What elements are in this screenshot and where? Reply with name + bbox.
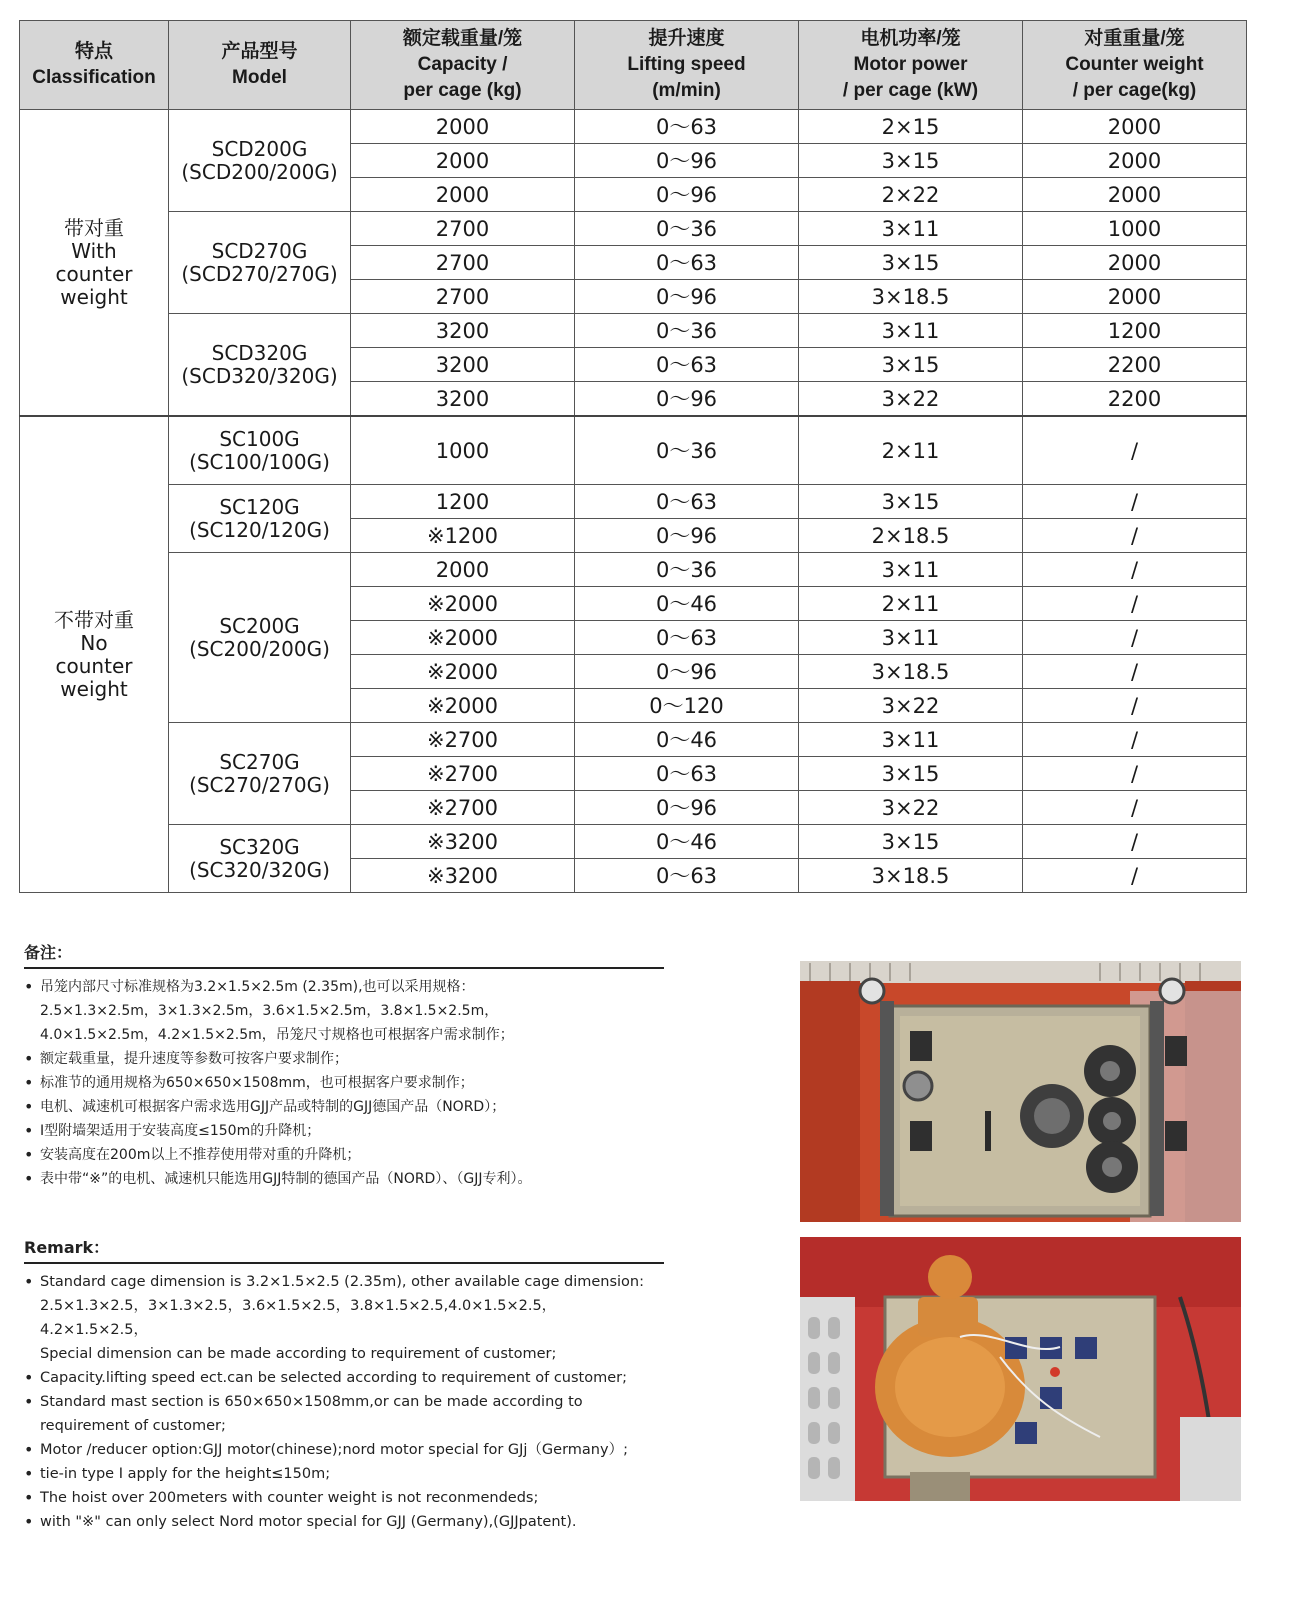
table-row bbox=[20, 110, 1247, 144]
text-line: SCD270G bbox=[211, 238, 308, 263]
text-line: counter bbox=[55, 261, 133, 286]
header-classification bbox=[20, 21, 169, 110]
model-cell bbox=[169, 314, 351, 417]
text-line: • I型附墙架适用于安装高度≤150m的升降机； bbox=[40, 1123, 321, 1139]
text-line: • The hoist over 200meters with counter weight is not reconmendeds; bbox=[40, 1490, 539, 1506]
table-row bbox=[20, 416, 1247, 485]
text-line: Model bbox=[232, 67, 287, 88]
capacity-cell: ※2000 bbox=[351, 655, 575, 689]
text-line: • Standard cage dimension is 3.2×1.5×2.5 (2.35m), other available cage dimension: bbox=[40, 1274, 644, 1290]
counter-weight-cell: 2000 bbox=[1023, 280, 1247, 314]
counter-weight-cell: / bbox=[1023, 757, 1247, 791]
text-line: / per cage(kg) bbox=[1072, 80, 1197, 101]
model-cell bbox=[169, 110, 351, 212]
safety-device-photo bbox=[800, 1237, 1241, 1501]
text-line: 提升速度 bbox=[648, 28, 725, 49]
spec-table bbox=[19, 20, 1247, 893]
speed-cell: 0～36 bbox=[575, 314, 799, 348]
motor-power-cell: 3×11 bbox=[799, 723, 1023, 757]
capacity-cell: 2000 bbox=[351, 178, 575, 212]
note-item bbox=[24, 1167, 664, 1191]
counter-weight-cell: / bbox=[1023, 621, 1247, 655]
text-line: • 吊笼内部尺寸标准规格为3.2×1.5×2.5m (2.35m),也可以采用规格： bbox=[40, 979, 475, 995]
counter-weight-cell: / bbox=[1023, 519, 1247, 553]
capacity-cell: 1000 bbox=[351, 416, 575, 485]
text-line: weight bbox=[60, 284, 128, 309]
motor-power-cell: 3×18.5 bbox=[799, 859, 1023, 893]
text-line: • 安装高度在200m以上不推荐使用带对重的升降机； bbox=[40, 1147, 361, 1163]
notes-english-list bbox=[24, 1270, 664, 1534]
counter-weight-cell: 2000 bbox=[1023, 144, 1247, 178]
speed-cell: 0～63 bbox=[575, 757, 799, 791]
classification-cell bbox=[20, 416, 169, 893]
capacity-cell: ※3200 bbox=[351, 825, 575, 859]
capacity-cell: 2700 bbox=[351, 280, 575, 314]
gearbox-photo bbox=[800, 961, 1241, 1222]
capacity-cell: 2700 bbox=[351, 212, 575, 246]
text-line: 电机功率/笼 bbox=[860, 28, 961, 49]
counter-weight-cell: / bbox=[1023, 689, 1247, 723]
capacity-cell: 3200 bbox=[351, 348, 575, 382]
note-item bbox=[24, 1270, 664, 1366]
model-cell bbox=[169, 553, 351, 723]
motor-power-cell: 3×22 bbox=[799, 791, 1023, 825]
notes-english-title: Remark： bbox=[24, 1235, 664, 1264]
text-line: (SC320/320G) bbox=[189, 857, 330, 882]
counter-weight-cell: 2200 bbox=[1023, 382, 1247, 417]
speed-cell: 0～96 bbox=[575, 791, 799, 825]
text-line: (m/min) bbox=[652, 80, 721, 101]
text-line: • with "※" can only select Nord motor special for GJJ (Germany),(GJJpatent). bbox=[40, 1514, 577, 1530]
text-line: • Motor /reducer option:GJJ motor(chinese);nord motor special for GJj（Germany）; bbox=[40, 1442, 628, 1458]
counter-weight-cell: 2000 bbox=[1023, 110, 1247, 144]
text-line: SC270G bbox=[219, 749, 300, 774]
note-item bbox=[24, 1095, 664, 1119]
text-line: weight bbox=[60, 676, 128, 701]
capacity-cell: ※2700 bbox=[351, 723, 575, 757]
table-row bbox=[20, 825, 1247, 859]
speed-cell: 0～46 bbox=[575, 587, 799, 621]
counter-weight-cell: / bbox=[1023, 859, 1247, 893]
table-row bbox=[20, 212, 1247, 246]
model-cell bbox=[169, 485, 351, 553]
header-counter-weight bbox=[1023, 21, 1247, 110]
text-line: 产品型号 bbox=[221, 41, 298, 62]
text-line: No bbox=[80, 630, 108, 655]
note-item bbox=[24, 1462, 664, 1486]
table-body bbox=[20, 110, 1247, 893]
note-item bbox=[24, 1143, 664, 1167]
counter-weight-cell: / bbox=[1023, 553, 1247, 587]
motor-power-cell: 2×11 bbox=[799, 416, 1023, 485]
capacity-cell: 1200 bbox=[351, 485, 575, 519]
note-item bbox=[24, 1510, 664, 1534]
motor-power-cell: 2×22 bbox=[799, 178, 1023, 212]
text-line: (SC120/120G) bbox=[189, 517, 330, 542]
text-line: SCD320G bbox=[211, 340, 308, 365]
speed-cell: 0～120 bbox=[575, 689, 799, 723]
motor-power-cell: 3×11 bbox=[799, 621, 1023, 655]
text-line: 带对重 bbox=[64, 215, 124, 240]
counter-weight-cell: / bbox=[1023, 791, 1247, 825]
speed-cell: 0～63 bbox=[575, 348, 799, 382]
speed-cell: 0～96 bbox=[575, 280, 799, 314]
text-line: • Capacity.lifting speed ect.can be selected according to requirement of customer; bbox=[40, 1370, 627, 1386]
motor-power-cell: 2×15 bbox=[799, 110, 1023, 144]
note-item bbox=[24, 1366, 664, 1390]
notes-chinese-title: 备注： bbox=[24, 940, 664, 969]
counter-weight-cell: / bbox=[1023, 587, 1247, 621]
speed-cell: 0～63 bbox=[575, 621, 799, 655]
model-cell bbox=[169, 212, 351, 314]
model-cell bbox=[169, 825, 351, 893]
capacity-cell: ※2000 bbox=[351, 689, 575, 723]
model-cell bbox=[169, 416, 351, 485]
counter-weight-cell: 1000 bbox=[1023, 212, 1247, 246]
motor-power-cell: 3×11 bbox=[799, 314, 1023, 348]
text-line: SC100G bbox=[219, 426, 300, 451]
text-line: counter bbox=[55, 653, 133, 678]
motor-power-cell: 3×11 bbox=[799, 212, 1023, 246]
motor-power-cell: 3×11 bbox=[799, 553, 1023, 587]
note-item bbox=[24, 1486, 664, 1510]
header-capacity bbox=[351, 21, 575, 110]
capacity-cell: 2000 bbox=[351, 144, 575, 178]
speed-cell: 0～96 bbox=[575, 178, 799, 212]
classification-cell bbox=[20, 110, 169, 417]
header-lifting-speed bbox=[575, 21, 799, 110]
speed-cell: 0～36 bbox=[575, 553, 799, 587]
model-cell bbox=[169, 723, 351, 825]
motor-power-cell: 3×18.5 bbox=[799, 280, 1023, 314]
note-item bbox=[24, 1119, 664, 1143]
text-line: (SCD320/320G) bbox=[181, 363, 338, 388]
notes-chinese-list bbox=[24, 975, 664, 1191]
capacity-cell: ※2700 bbox=[351, 757, 575, 791]
speed-cell: 0～46 bbox=[575, 723, 799, 757]
counter-weight-cell: 1200 bbox=[1023, 314, 1247, 348]
counter-weight-cell: / bbox=[1023, 655, 1247, 689]
note-item bbox=[24, 1071, 664, 1095]
text-line: per cage (kg) bbox=[403, 80, 522, 101]
counter-weight-cell: / bbox=[1023, 416, 1247, 485]
text-line: • 额定载重量，提升速度等参数可按客户要求制作； bbox=[40, 1051, 348, 1067]
motor-power-cell: 3×15 bbox=[799, 485, 1023, 519]
text-line: (SC270/270G) bbox=[189, 772, 330, 797]
counter-weight-cell: 2000 bbox=[1023, 178, 1247, 212]
capacity-cell: ※1200 bbox=[351, 519, 575, 553]
motor-power-cell: 2×11 bbox=[799, 587, 1023, 621]
text-line: SC320G bbox=[219, 834, 300, 859]
text-line: requirement of customer; bbox=[40, 1418, 226, 1434]
table-row bbox=[20, 723, 1247, 757]
table-row bbox=[20, 553, 1247, 587]
motor-power-cell: 3×15 bbox=[799, 757, 1023, 791]
motor-power-cell: 3×15 bbox=[799, 144, 1023, 178]
table-row bbox=[20, 314, 1247, 348]
motor-power-cell: 3×18.5 bbox=[799, 655, 1023, 689]
speed-cell: 0～46 bbox=[575, 825, 799, 859]
text-line: 不带对重 bbox=[54, 607, 134, 632]
text-line: • Standard mast section is 650×650×1508mm,or can be made according to bbox=[40, 1394, 583, 1410]
speed-cell: 0～63 bbox=[575, 485, 799, 519]
counter-weight-cell: 2200 bbox=[1023, 348, 1247, 382]
speed-cell: 0～36 bbox=[575, 212, 799, 246]
motor-power-cell: 3×22 bbox=[799, 689, 1023, 723]
speed-cell: 0～96 bbox=[575, 144, 799, 178]
text-line: • tie-in type I apply for the height≤150m; bbox=[40, 1466, 331, 1482]
capacity-cell: ※2700 bbox=[351, 791, 575, 825]
header-model bbox=[169, 21, 351, 110]
speed-cell: 0～63 bbox=[575, 110, 799, 144]
counter-weight-cell: / bbox=[1023, 825, 1247, 859]
text-line: / per cage (kW) bbox=[842, 80, 979, 101]
motor-power-cell: 2×18.5 bbox=[799, 519, 1023, 553]
header-row bbox=[20, 21, 1247, 110]
text-line: 4.0×1.5×2.5m，4.2×1.5×2.5m，吊笼尺寸规格也可根据客户需求制作； bbox=[40, 1027, 514, 1043]
text-line: Special dimension can be made according to requirement of customer; bbox=[40, 1346, 557, 1362]
text-line: SC120G bbox=[219, 494, 300, 519]
text-line: Motor power bbox=[853, 54, 968, 75]
text-line: 额定载重量/笼 bbox=[402, 28, 523, 49]
text-line: • 电机、减速机可根据客户需求选用GJJ产品或特制的GJJ德国产品（NORD）； bbox=[40, 1099, 506, 1115]
text-line: • 表中带“※”的电机、减速机只能选用GJJ特制的德国产品（NORD）、（GJJ专利）。 bbox=[40, 1171, 532, 1187]
notes-chinese bbox=[24, 940, 664, 1191]
text-line: (SC100/100G) bbox=[189, 449, 330, 474]
text-line: Counter weight bbox=[1065, 54, 1204, 75]
capacity-cell: 2000 bbox=[351, 553, 575, 587]
note-item bbox=[24, 975, 664, 1047]
capacity-cell: ※2000 bbox=[351, 587, 575, 621]
text-line: (SCD270/270G) bbox=[181, 261, 338, 286]
speed-cell: 0～36 bbox=[575, 416, 799, 485]
text-line: 2.5×1.3×2.5，3×1.3×2.5，3.6×1.5×2.5，3.8×1.5×2.5,4.0×1.5×2.5，4.2×1.5×2.5， bbox=[40, 1298, 557, 1338]
counter-weight-cell: / bbox=[1023, 485, 1247, 519]
text-line: SCD200G bbox=[211, 136, 308, 161]
capacity-cell: ※2000 bbox=[351, 621, 575, 655]
text-line: Classification bbox=[32, 67, 156, 88]
counter-weight-cell: / bbox=[1023, 723, 1247, 757]
motor-power-cell: 3×22 bbox=[799, 382, 1023, 417]
capacity-cell: ※3200 bbox=[351, 859, 575, 893]
capacity-cell: 3200 bbox=[351, 314, 575, 348]
text-line: 2.5×1.3×2.5m，3×1.3×2.5m，3.6×1.5×2.5m，3.8×1.5×2.5m， bbox=[40, 1003, 499, 1019]
text-line: 对重重量/笼 bbox=[1084, 28, 1185, 49]
note-item bbox=[24, 1390, 664, 1438]
motor-power-cell: 3×15 bbox=[799, 825, 1023, 859]
speed-cell: 0～96 bbox=[575, 655, 799, 689]
motor-power-cell: 3×15 bbox=[799, 348, 1023, 382]
capacity-cell: 2700 bbox=[351, 246, 575, 280]
speed-cell: 0～96 bbox=[575, 519, 799, 553]
text-line: Lifting speed bbox=[627, 54, 746, 75]
note-item bbox=[24, 1047, 664, 1071]
table-header bbox=[20, 21, 1247, 110]
motor-power-cell: 3×15 bbox=[799, 246, 1023, 280]
text-line: SC200G bbox=[219, 613, 300, 638]
capacity-cell: 2000 bbox=[351, 110, 575, 144]
text-line: (SCD200/200G) bbox=[181, 159, 338, 184]
table-row bbox=[20, 485, 1247, 519]
note-item bbox=[24, 1438, 664, 1462]
speed-cell: 0～63 bbox=[575, 859, 799, 893]
header-motor-power bbox=[799, 21, 1023, 110]
speed-cell: 0～63 bbox=[575, 246, 799, 280]
notes-english bbox=[24, 1235, 664, 1534]
text-line: • 标准节的通用规格为650×650×1508mm，也可根据客户要求制作； bbox=[40, 1075, 474, 1091]
text-line: (SC200/200G) bbox=[189, 636, 330, 661]
capacity-cell: 3200 bbox=[351, 382, 575, 417]
text-line: With bbox=[71, 238, 117, 263]
speed-cell: 0～96 bbox=[575, 382, 799, 417]
text-line: Capacity / bbox=[417, 54, 508, 75]
counter-weight-cell: 2000 bbox=[1023, 246, 1247, 280]
text-line: 特点 bbox=[74, 41, 113, 62]
